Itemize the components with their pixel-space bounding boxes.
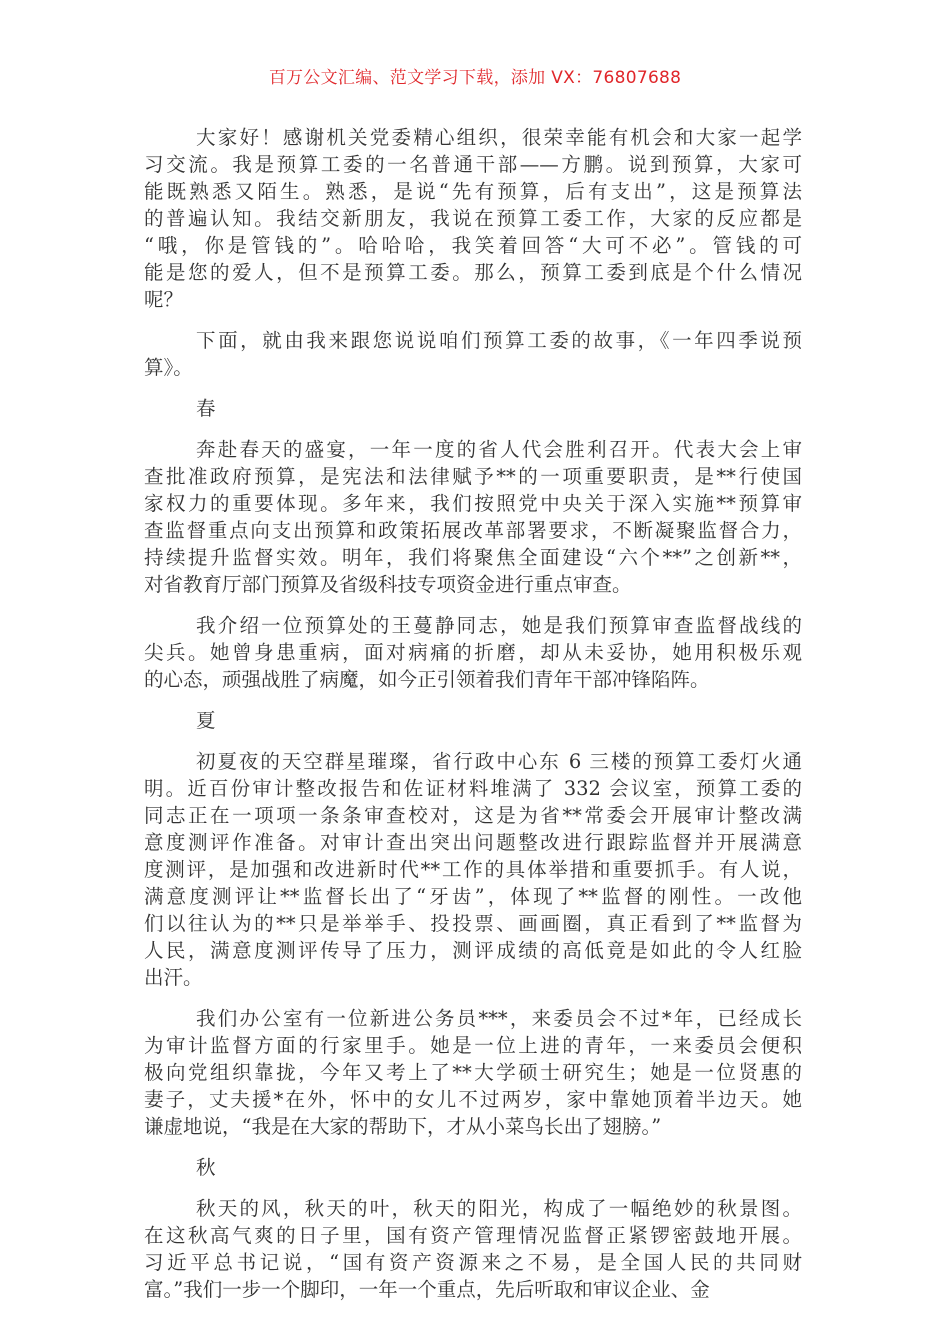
text-line: 们以往认为的**只是举举手、投投票、画画圈，真正看到了**监督为: [144, 912, 802, 935]
text-line: 下面，就由我来跟您说说咱们预算工委的故事，《一年四季说预: [196, 329, 802, 352]
text-line: 大家好！感谢机关党委精心组织，很荣幸能有机会和大家一起学: [196, 126, 802, 149]
text-line: 习近平总书记说，“国有资产资源来之不易，是全国人民的共同财: [144, 1251, 802, 1274]
paragraph: [144, 748, 802, 991]
season-heading: 夏: [196, 709, 216, 732]
text-line: 妻子，丈夫援*在外，怀中的女儿不过两岁，家中靠她顶着半边天。她: [144, 1088, 802, 1111]
text-line: “哦，你是管钱的”。哈哈哈，我笑着回答“大可不必”。管钱的可: [144, 234, 802, 257]
text-line: 谦虚地说，“我是在大家的帮助下，才从小菜鸟长出了翅膀。”: [144, 1115, 662, 1138]
text-line: 算》。: [144, 356, 193, 379]
text-line: 同志正在一项项一条条审查校对，这是为省**常委会开展审计整改满: [144, 804, 802, 827]
text-line: 尖兵。她曾身患重病，面对病痛的折磨，却从未妥协，她用积极乐观: [144, 641, 802, 664]
text-line: 为审计监督方面的行家里手。她是一位上进的青年，一来委员会便积: [144, 1034, 802, 1057]
text-line: 在这秋高气爽的日子里，国有资产管理情况监督正紧锣密鼓地开展。: [144, 1224, 802, 1247]
text-line: 持续提升监督实效。明年，我们将聚焦全面建设“六个**”之创新**，: [144, 546, 802, 569]
text-line: 初夏夜的天空群星璀璨，省行政中心东 6 三楼的预算工委灯火通: [196, 750, 802, 773]
text-line: 出汗。: [144, 966, 203, 989]
text-line: 能是您的爱人，但不是预算工委。那么，预算工委到底是个什么情况: [144, 261, 802, 284]
paragraph: [144, 1195, 802, 1303]
text-line: 极向党组织靠拢，今年又考上了**大学硕士研究生；她是一位贤惠的: [144, 1061, 802, 1084]
text-line: 人民，满意度测评传导了压力，测评成绩的高低竟是如此的令人红脸: [144, 939, 802, 962]
text-line: 的普遍认知。我结交新朋友，我说在预算工委工作，大家的反应都是: [144, 207, 802, 230]
text-line: 秋天的风，秋天的叶，秋天的阳光，构成了一幅绝妙的秋景图。: [196, 1197, 802, 1220]
text-line: 富。”我们一步一个脚印，一年一个重点，先后听取和审议企业、金: [144, 1278, 710, 1301]
season-heading: 春: [196, 397, 216, 420]
season-heading: 秋: [196, 1156, 216, 1179]
text-line: 查批准政府预算，是宪法和法律赋予**的一项重要职责，是**行使国: [144, 465, 802, 488]
text-line: 我们办公室有一位新进公务员***，来委员会不过*年，已经成长: [196, 1007, 802, 1030]
paragraph: [144, 612, 802, 693]
text-line: 明。近百份审计整改报告和佐证材料堆满了 332 会议室，预算工委的: [144, 777, 802, 800]
text-line: 奔赴春天的盛宴，一年一度的省人代会胜利召开。代表大会上审: [196, 438, 802, 461]
text-line: 意度测评作准备。对审计查出突出问题整改进行跟踪监督并开展满意: [144, 831, 802, 854]
text-line: 的心态，顽强战胜了病魔，如今正引领着我们青年干部冲锋陷阵。: [144, 668, 710, 691]
paragraph: [144, 1005, 802, 1140]
document-body: [144, 124, 802, 1317]
text-line: 家权力的重要体现。多年来，我们按照党中央关于深入实施**预算审: [144, 492, 802, 515]
text-line: 习交流。我是预算工委的一名普通干部——方鹏。说到预算，大家可: [144, 153, 802, 176]
paragraph: [144, 436, 802, 598]
text-line: 度测评，是加强和改进新时代**工作的具体举措和重要抓手。有人说，: [144, 858, 802, 881]
download-banner: 百万公文汇编、范文学习下载，添加 VX：76807688: [268, 68, 682, 88]
text-line: 查监督重点向支出预算和政策拓展改革部署要求，不断凝聚监督合力，: [144, 519, 802, 542]
text-line: 能既熟悉又陌生。熟悉，是说“先有预算，后有支出”，这是预算法: [144, 180, 802, 203]
text-line: 呢？: [144, 288, 184, 311]
text-line: 满意度测评让**监督长出了“牙齿”，体现了**监督的刚性。一改他: [144, 885, 802, 908]
text-line: 对省教育厅部门预算及省级科技专项资金进行重点审查。: [144, 573, 632, 596]
text-line: 我介绍一位预算处的王蔓静同志，她是我们预算审查监督战线的: [196, 614, 802, 637]
paragraph: [144, 327, 802, 381]
paragraph: [144, 124, 802, 313]
